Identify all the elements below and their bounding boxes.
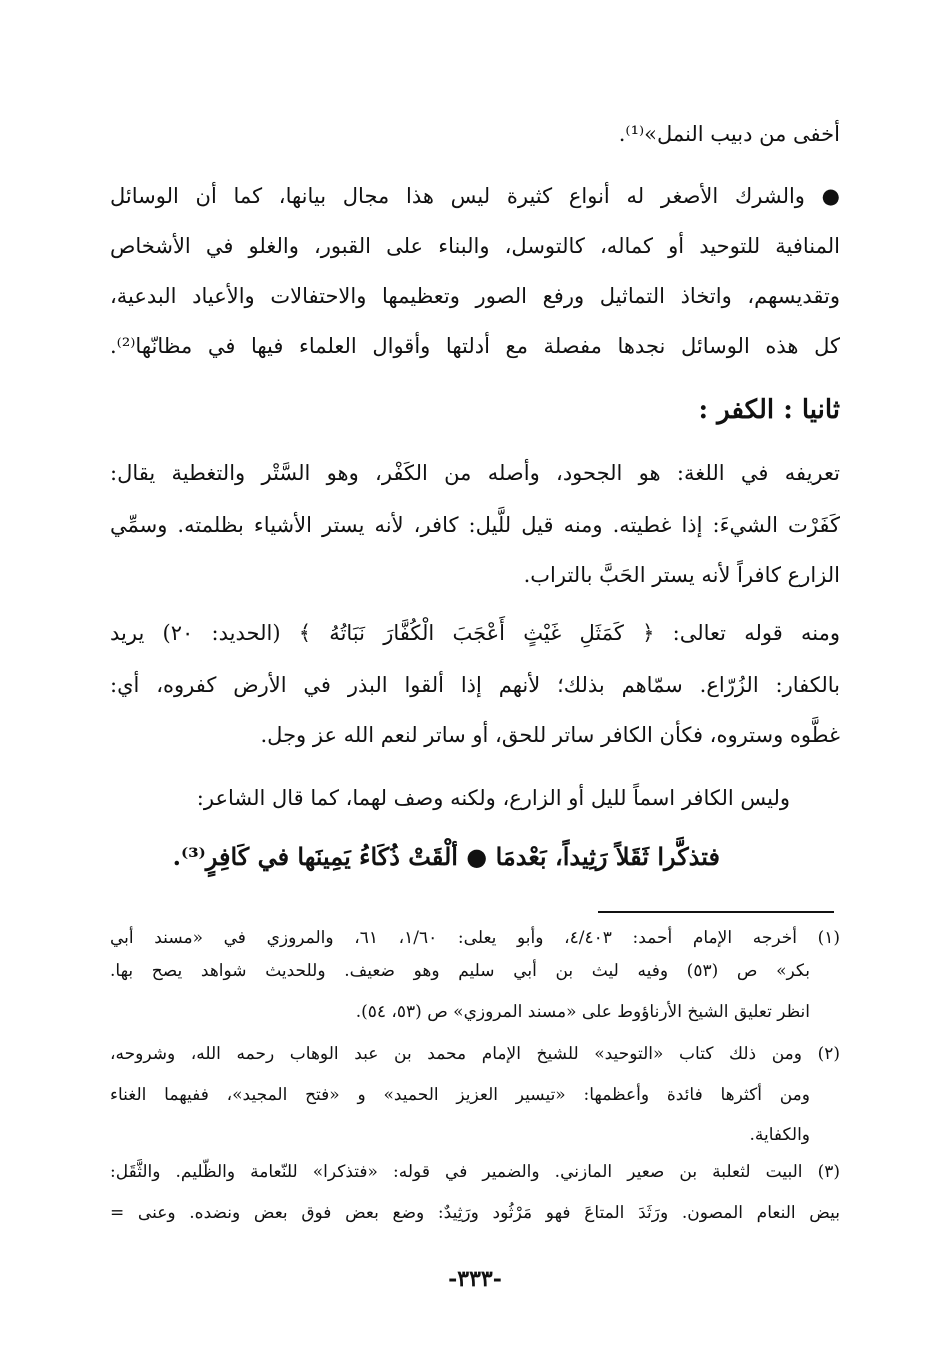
page-number: -٣٣٣- — [448, 1266, 502, 1292]
body-line-1: أخفى من دبيب النمل»⁽¹⁾. — [618, 122, 840, 146]
body-line-2: ● والشرك الأصغر له أنواع كثيرة ليس هذا مجال بيانها، كما أن الوسائل — [110, 184, 840, 208]
footnote-line-1: (١) أخرجه الإمام أحمد: ٤/٤٠٣، وأبو يعلى: ١/٦٠، ٦١، والمروزي في «مسند أبي — [110, 928, 841, 948]
footnote-line-4: (٢) ومن ذلك كتاب «التوحيد» للشيخ الإمام محمد بن عبد الوهاب رحمه الله، وشروحه، — [110, 1044, 840, 1064]
footnote-line-6: والكفاية. — [749, 1125, 810, 1145]
body-line-3: المنافية للتوحيد أو كماله، كالتوسل، والبناء على القبور، والغلو في الأشخاص — [110, 234, 840, 258]
footnote-line-7: (٣) البيت لثعلبة بن صعير المازني. والضمير في قوله: «فتذكرا» للنّعامة والظّليم. والثَّقَل: — [110, 1162, 840, 1182]
body-line-4: وتقديسهم، واتخاذ التماثيل ورفع الصور وتعظيمها والاحتفالات والأعياد البدعية، — [110, 284, 840, 308]
poem-verse: فتذكَّرا ثَقَلاً رَثِيداً، بَعْدمَا ● ألْقَتْ ذُكَاءُ يَمِينَها في كَافِرٍ⁽³⁾. — [172, 842, 720, 871]
footnote-line-5: ومن أكثرها فائدة وأعظمها: «تيسير العزيز الحميد» و «فتح المجيد»، ففيهما الغناء — [110, 1085, 810, 1105]
footnote-line-3: انظر تعليق الشيخ الأرناؤوط على «مسند المروزي» ص (٥٣، ٥٤). — [355, 1002, 810, 1022]
body-line-11: بالكفار: الزُرّاع. سمّاهم بذلك؛ لأنهم إذا ألقوا البذر في الأرض كفروه، أي: — [110, 673, 840, 697]
section-heading: ثانيا : الكفر : — [698, 395, 840, 425]
body-line-10: ومنه قوله تعالى: ﴿ كَمَثَلِ غَيْثٍ أَعْجَبَ الْكُفَّارَ نَبَاتُهُ ﴾ (الحديد: ٢٠) يريد — [110, 621, 841, 645]
footnote-line-2: بكر» ص (٥٣) وفيه ليث بن أبي سليم وهو ضعيف. وللحديث شواهد يصح بها. — [110, 961, 810, 981]
body-line-5: كل هذه الوسائل نجدها مفصلة مع أدلتها وأقوال العلماء فيها في مظانّها⁽²⁾. — [110, 334, 840, 358]
footnote-separator — [598, 911, 834, 913]
body-line-13: وليس الكافر اسماً لليل أو الزارع، ولكنه وصف لهما، كما قال الشاعر: — [196, 786, 790, 810]
body-line-12: غطَّوه وستروه، فكأن الكافر ساتر للحق، أو ساتر لنعم الله عز وجل. — [260, 723, 840, 747]
body-line-7: تعريفه في اللغة: هو الجحود، وأصله من الكَفْر، وهو السَّتْر والتغطية يقال: — [110, 461, 840, 485]
body-line-8: كَفَرْت الشيءَ: إذا غطيته. ومنه قيل للَّيل: كافر، لأنه يستر الأشياء بظلمته. وسمِّي — [110, 513, 840, 537]
body-line-9: الزارع كافراً لأنه يستر الحَبَّ بالتراب. — [523, 563, 840, 587]
footnote-line-8: بيض النعام المصون. ورَثَدَ المتاعَ فهو مَرْثُود ورَثِيدٌ: وضع بعض فوق بعض ونضده. وعنى = — [110, 1203, 840, 1223]
